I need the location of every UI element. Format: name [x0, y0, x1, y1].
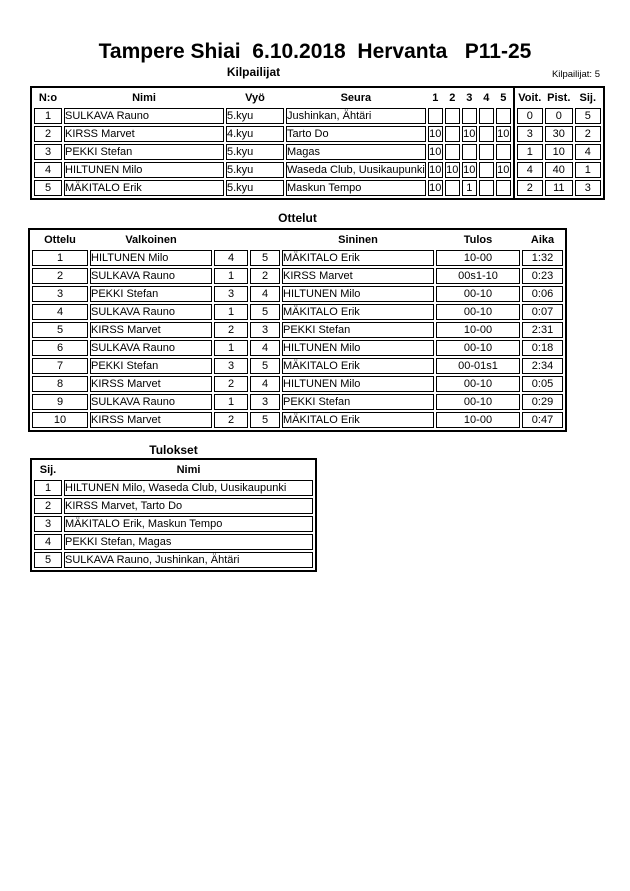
column-header-nimi: Nimi [132, 91, 156, 104]
cell-seura: Tarto Do [286, 126, 426, 142]
cell-score-1: 10 [428, 180, 443, 196]
results-table [30, 458, 317, 572]
cell-name-club: PEKKI Stefan, Magas [64, 534, 313, 550]
cell-result: 00s1-10 [436, 268, 520, 284]
cell-blue-number: 5 [250, 412, 280, 428]
cell-match-no: 4 [32, 304, 88, 320]
cell-pist: 0 [545, 108, 573, 124]
cell-match-no: 5 [32, 322, 88, 338]
cell-white-name: SULKAVA Rauno [90, 394, 212, 410]
cell-white-name: KIRSS Marvet [90, 322, 212, 338]
cell-match-no: 7 [32, 358, 88, 374]
cell-blue-number: 4 [250, 340, 280, 356]
cell-time: 0:23 [522, 268, 563, 284]
table-row [34, 534, 313, 550]
cell-blue-name: PEKKI Stefan [282, 394, 434, 410]
results-table-wrapper [30, 458, 317, 572]
cell-place: 3 [34, 516, 62, 532]
cell-blue-name: HILTUNEN Milo [282, 340, 434, 356]
column-header-sininen: Sininen [338, 233, 378, 246]
competitors-tables-wrapper [30, 86, 605, 200]
cell-no: 5 [34, 180, 62, 196]
column-header-seura: Seura [340, 91, 372, 104]
cell-white-number: 2 [214, 376, 248, 392]
cell-score-2 [445, 144, 460, 160]
results-header-row [34, 462, 313, 478]
cell-white-name: SULKAVA Rauno [90, 340, 212, 356]
cell-white-number: 1 [214, 304, 248, 320]
cell-score-3: 10 [462, 126, 477, 142]
table-row [32, 394, 563, 410]
table-row [517, 144, 601, 160]
table-row [34, 552, 313, 568]
cell-no: 1 [34, 108, 62, 124]
table-row [32, 412, 563, 428]
cell-white-name: SULKAVA Rauno [90, 268, 212, 284]
cell-blue-name: MÄKITALO Erik [282, 250, 434, 266]
competitors-summary-table [513, 86, 605, 200]
cell-score-4 [479, 162, 494, 178]
column-header-score-3: 3 [466, 91, 473, 104]
cell-name-club: HILTUNEN Milo, Waseda Club, Uusikaupunki [64, 480, 313, 496]
cell-blue-name: MÄKITALO Erik [282, 304, 434, 320]
cell-match-no: 3 [32, 286, 88, 302]
cell-vyo: 5.kyu [226, 162, 284, 178]
table-row [34, 480, 313, 496]
cell-name-club: KIRSS Marvet, Tarto Do [64, 498, 313, 514]
table-row [32, 250, 563, 266]
table-row [32, 268, 563, 284]
cell-score-3: 10 [462, 162, 477, 178]
cell-score-1 [428, 108, 443, 124]
cell-blue-name: KIRSS Marvet [282, 268, 434, 284]
cell-score-3 [462, 144, 477, 160]
cell-time: 0:05 [522, 376, 563, 392]
cell-white-number: 1 [214, 340, 248, 356]
table-row [34, 162, 511, 178]
table-row [517, 108, 601, 124]
cell-white-number: 3 [214, 358, 248, 374]
cell-place: 4 [34, 534, 62, 550]
cell-match-no: 9 [32, 394, 88, 410]
cell-white-number: 4 [214, 250, 248, 266]
cell-blue-number: 3 [250, 322, 280, 338]
cell-white-name: PEKKI Stefan [90, 358, 212, 374]
cell-place: 1 [34, 480, 62, 496]
competitors-header-row [34, 90, 511, 106]
cell-nimi: HILTUNEN Milo [64, 162, 224, 178]
cell-time: 0:47 [522, 412, 563, 428]
cell-result: 10-00 [436, 250, 520, 266]
table-row [32, 376, 563, 392]
column-header-blue-number [250, 232, 280, 248]
cell-voit: 4 [517, 162, 543, 178]
cell-score-5 [496, 108, 511, 124]
table-row [34, 108, 511, 124]
cell-match-no: 10 [32, 412, 88, 428]
cell-no: 2 [34, 126, 62, 142]
cell-nimi: KIRSS Marvet [64, 126, 224, 142]
cell-blue-number: 5 [250, 304, 280, 320]
column-header-aika: Aika [530, 233, 555, 246]
column-header-no: N:o [38, 91, 58, 104]
cell-nimi: SULKAVA Rauno [64, 108, 224, 124]
cell-sij: 2 [575, 126, 601, 142]
cell-pist: 10 [545, 144, 573, 160]
cell-voit: 3 [517, 126, 543, 142]
cell-time: 0:29 [522, 394, 563, 410]
table-row [32, 358, 563, 374]
table-row [34, 126, 511, 142]
cell-vyo: 5.kyu [226, 108, 284, 124]
column-header-vyo: Vyö [245, 91, 265, 104]
results-section-heading: Tulokset [149, 443, 198, 457]
cell-match-no: 2 [32, 268, 88, 284]
cell-blue-name: HILTUNEN Milo [282, 376, 434, 392]
cell-pist: 30 [545, 126, 573, 142]
cell-voit: 2 [517, 180, 543, 196]
column-header-valkoinen: Valkoinen [125, 233, 177, 246]
cell-match-no: 8 [32, 376, 88, 392]
cell-result: 00-01s1 [436, 358, 520, 374]
column-header-voit: Voit. [518, 91, 542, 104]
table-row [517, 126, 601, 142]
cell-score-5 [496, 144, 511, 160]
cell-sij: 1 [575, 162, 601, 178]
cell-white-name: PEKKI Stefan [90, 286, 212, 302]
cell-score-1: 10 [428, 162, 443, 178]
cell-no: 4 [34, 162, 62, 178]
cell-blue-name: HILTUNEN Milo [282, 286, 434, 302]
competitors-table [30, 86, 515, 200]
cell-white-name: HILTUNEN Milo [90, 250, 212, 266]
cell-vyo: 4.kyu [226, 126, 284, 142]
cell-nimi: PEKKI Stefan [64, 144, 224, 160]
column-header-tulos: Tulos [463, 233, 493, 246]
cell-nimi: MÄKITALO Erik [64, 180, 224, 196]
column-header-pist: Pist. [547, 91, 571, 104]
cell-score-5: 10 [496, 162, 511, 178]
cell-result: 00-10 [436, 376, 520, 392]
cell-place: 2 [34, 498, 62, 514]
cell-blue-number: 4 [250, 376, 280, 392]
cell-blue-name: MÄKITALO Erik [282, 358, 434, 374]
page-title: Tampere Shiai 6.10.2018 Hervanta P11-25 [98, 40, 532, 63]
cell-result: 00-10 [436, 304, 520, 320]
cell-score-2 [445, 126, 460, 142]
summary-header-row [517, 90, 601, 106]
cell-time: 0:06 [522, 286, 563, 302]
matches-table-wrapper [28, 228, 567, 432]
table-row [34, 516, 313, 532]
cell-match-no: 1 [32, 250, 88, 266]
cell-white-number: 1 [214, 268, 248, 284]
cell-voit: 1 [517, 144, 543, 160]
cell-white-number: 3 [214, 286, 248, 302]
cell-blue-number: 2 [250, 268, 280, 284]
cell-white-name: KIRSS Marvet [90, 376, 212, 392]
cell-vyo: 5.kyu [226, 144, 284, 160]
cell-result: 10-00 [436, 412, 520, 428]
cell-white-name: KIRSS Marvet [90, 412, 212, 428]
table-row [34, 498, 313, 514]
matches-section-heading: Ottelut [278, 211, 317, 225]
cell-score-2 [445, 108, 460, 124]
cell-time: 2:31 [522, 322, 563, 338]
cell-score-5 [496, 180, 511, 196]
cell-seura: Jushinkan, Ähtäri [286, 108, 426, 124]
competitors-count-label: Kilpailijat: 5 [551, 69, 600, 80]
cell-score-4 [479, 108, 494, 124]
cell-name-club: MÄKITALO Erik, Maskun Tempo [64, 516, 313, 532]
cell-name-club: SULKAVA Rauno, Jushinkan, Ähtäri [64, 552, 313, 568]
column-header-sij: Sij. [579, 91, 597, 104]
cell-score-3: 1 [462, 180, 477, 196]
column-header-sij: Sij. [39, 463, 57, 476]
cell-pist: 40 [545, 162, 573, 178]
table-row [517, 180, 601, 196]
column-header-ottelu: Ottelu [44, 233, 76, 246]
cell-blue-name: PEKKI Stefan [282, 322, 434, 338]
matches-header-row [32, 232, 563, 248]
cell-blue-name: MÄKITALO Erik [282, 412, 434, 428]
table-row [34, 144, 511, 160]
cell-seura: Maskun Tempo [286, 180, 426, 196]
column-header-score-5: 5 [500, 91, 507, 104]
cell-result: 10-00 [436, 322, 520, 338]
cell-white-number: 2 [214, 412, 248, 428]
cell-score-4 [479, 126, 494, 142]
cell-time: 0:07 [522, 304, 563, 320]
cell-result: 00-10 [436, 340, 520, 356]
cell-vyo: 5.kyu [226, 180, 284, 196]
cell-sij: 4 [575, 144, 601, 160]
cell-match-no: 6 [32, 340, 88, 356]
table-row [32, 340, 563, 356]
column-header-score-1: 1 [432, 91, 439, 104]
cell-white-number: 1 [214, 394, 248, 410]
cell-blue-number: 5 [250, 250, 280, 266]
table-row [34, 180, 511, 196]
cell-blue-number: 4 [250, 286, 280, 302]
table-row [32, 322, 563, 338]
column-header-score-4: 4 [483, 91, 490, 104]
cell-time: 1:32 [522, 250, 563, 266]
cell-pist: 11 [545, 180, 573, 196]
cell-time: 0:18 [522, 340, 563, 356]
table-row [517, 162, 601, 178]
cell-time: 2:34 [522, 358, 563, 374]
cell-score-2 [445, 180, 460, 196]
matches-table [28, 228, 567, 432]
cell-score-4 [479, 180, 494, 196]
cell-result: 00-10 [436, 286, 520, 302]
cell-blue-number: 5 [250, 358, 280, 374]
cell-no: 3 [34, 144, 62, 160]
cell-score-5: 10 [496, 126, 511, 142]
cell-score-3 [462, 108, 477, 124]
table-row [32, 304, 563, 320]
cell-seura: Magas [286, 144, 426, 160]
cell-white-number: 2 [214, 322, 248, 338]
cell-score-2: 10 [445, 162, 460, 178]
column-header-score-2: 2 [449, 91, 456, 104]
cell-sij: 5 [575, 108, 601, 124]
table-row [32, 286, 563, 302]
cell-score-1: 10 [428, 144, 443, 160]
cell-seura: Waseda Club, Uusikaupunki [286, 162, 426, 178]
cell-score-1: 10 [428, 126, 443, 142]
column-header-white-number [214, 232, 248, 248]
cell-white-name: SULKAVA Rauno [90, 304, 212, 320]
cell-result: 00-10 [436, 394, 520, 410]
competitors-section-heading: Kilpailijat [226, 65, 281, 79]
cell-score-4 [479, 144, 494, 160]
cell-blue-number: 3 [250, 394, 280, 410]
cell-place: 5 [34, 552, 62, 568]
column-header-nimi: Nimi [176, 463, 201, 476]
cell-voit: 0 [517, 108, 543, 124]
cell-sij: 3 [575, 180, 601, 196]
